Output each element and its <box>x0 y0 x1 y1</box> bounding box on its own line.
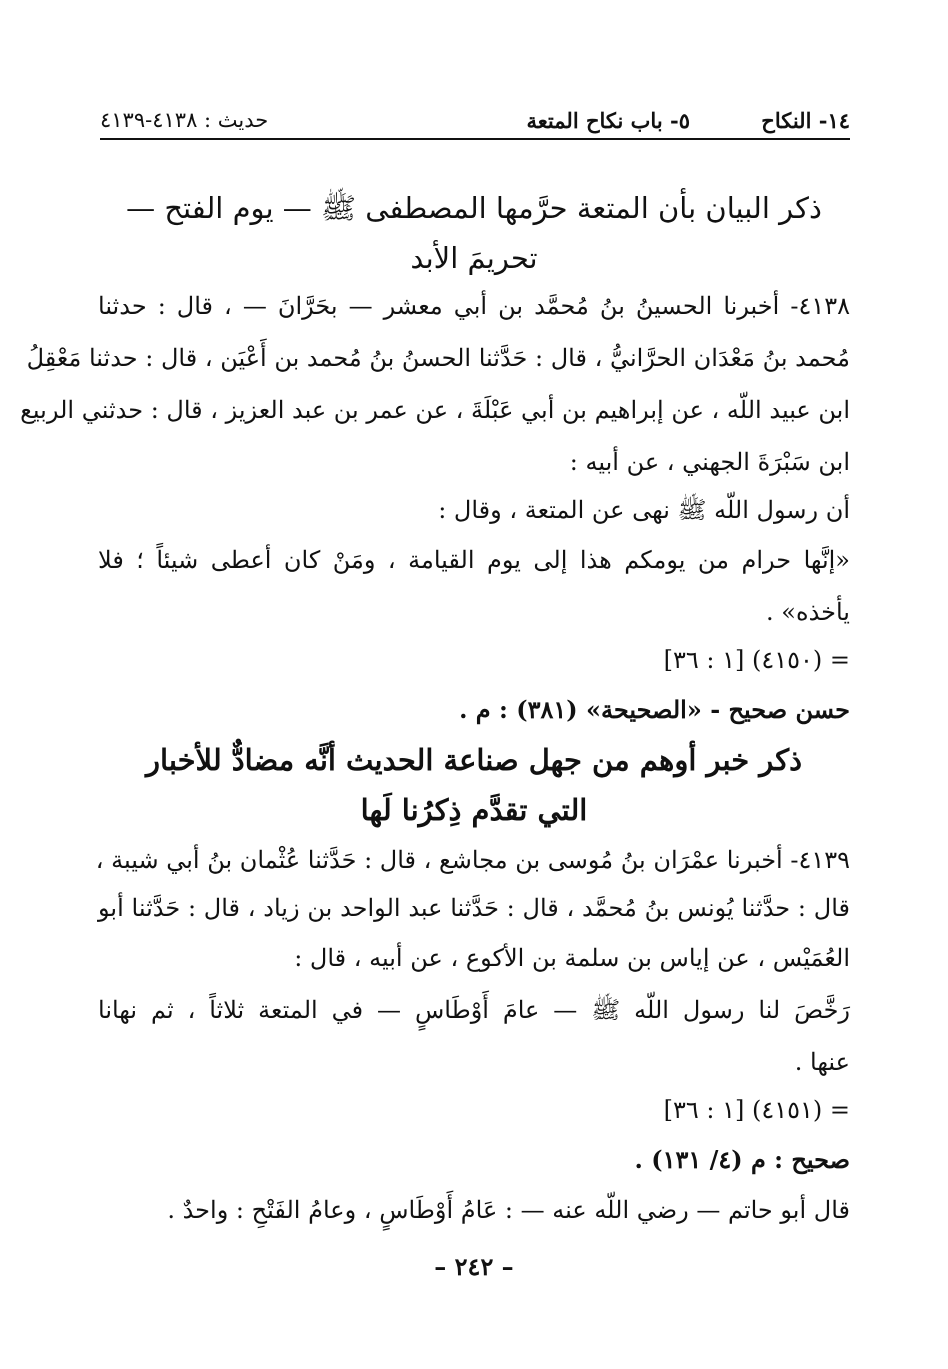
heading1-line1: ذكر البيان بأن المتعة حرَّمها المصطفى ﷺ — يوم الفتح — <box>126 191 822 225</box>
closing-note: قال أبو حاتم — رضي اللّه عنه — : عَامُ أَوْطَاسٍ ، وعامُ الفَتْحِ : واحدٌ . <box>167 1196 850 1224</box>
hadith2-line: ٤١٣٩- أخبرنا عمْرَان بنُ مُوسى بن مجاشع ، قال : حَدَّثنا عُثْمان بنُ أبي شيبة ، <box>95 846 850 874</box>
hadith1-line: مُحمد بنُ مَعْدَان الحرَّانيُّ ، قال : حَدَّثنا الحسنُ بنُ مُحمد بن أَعْيَن ، قال : حدثنا مَعْقِلُ <box>26 344 850 372</box>
hadith1-grade: حسن صحيح - «الصحيحة» (٣٨١) : م . <box>459 695 850 724</box>
heading2-line2: التي تقدَّم ذِكرُنا لَها <box>360 793 588 827</box>
heading1-line2: تحريمَ الأبد <box>410 241 538 275</box>
hadith2-grade: صحيح : م (٤/ ١٣١) . <box>634 1145 850 1174</box>
hadith2-line: عنها . <box>794 1048 850 1076</box>
page-number: – ٢٤٢ – <box>434 1252 514 1281</box>
hadith-range: حديث : ٤١٣٨-٤١٣٩ <box>100 108 269 132</box>
section-title: ٥- باب نكاح المتعة <box>526 108 690 133</box>
hadith1-line: ابن عبيد اللّه ، عن إبراهيم بن أبي عَبْلَةَ ، عن عمر بن عبد العزيز ، قال : حدثني الربيع <box>20 396 850 424</box>
hadith1-line: ابن سَبْرَةَ الجهني ، عن أبيه : <box>569 448 850 476</box>
hadith2-line: رَخَّصَ لنا رسول اللّه ﷺ — عامَ أَوْطَاسٍ — في المتعة ثلاثاً ، ثم نهانا <box>98 996 850 1024</box>
heading2-line1: ذكر خبر أوهم من جهل صناعة الحديث أنَّه مضادٌّ للأخبار <box>146 743 802 777</box>
hadith2-line: العُمَيْس ، عن إياس بن سلمة بن الأكوع ، عن أبيه ، قال : <box>294 944 850 972</box>
hadith2-line: قال : حدَّثنا يُونس بنُ مُحمَّد ، قال : حَدَّثنا عبد الواحد بن زياد ، قال : حَدَّثنا أبو <box>98 894 850 922</box>
hadith1-reference: = (٤١٥٠) [١ : ٣٦] <box>663 646 850 674</box>
hadith1-line: «إنَّها حرام من يومكم هذا إلى يوم القيامة ، ومَنْ كان أعطى شيئاً ؛ فلا <box>98 546 850 574</box>
hadith2-reference: = (٤١٥١) [١ : ٣٦] <box>663 1096 850 1124</box>
hadith1-line: أن رسول اللّه ﷺ نهى عن المتعة ، وقال : <box>438 496 850 524</box>
chapter-title: ١٤- النكاح <box>761 108 850 133</box>
hadith1-line: ٤١٣٨- أخبرنا الحسينُ بنُ مُحمَّد بن أبي معشر — بحَرَّانَ — ، قال : حدثنا <box>98 292 850 320</box>
running-header <box>100 104 850 140</box>
hadith1-line: يأخذه» . <box>766 598 850 626</box>
